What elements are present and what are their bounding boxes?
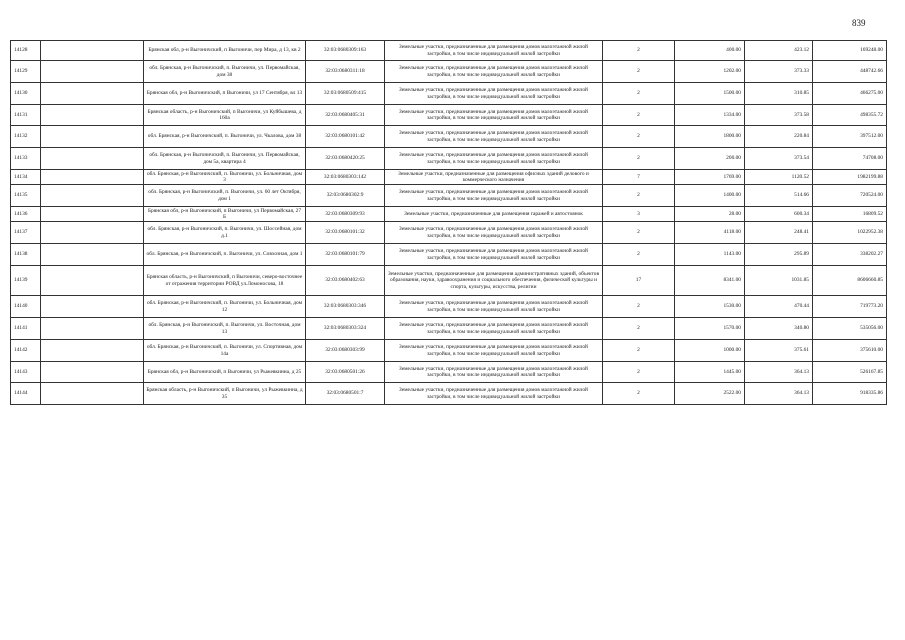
table-row: [11, 148, 887, 170]
cadastral-number-cell: 32:03:0680402:63: [306, 266, 385, 296]
registry-body: [11, 41, 887, 405]
group-code-cell: 3: [603, 207, 675, 222]
cadastral-value-cell: 16809.52: [813, 207, 887, 222]
address-cell: Брянская обл, р-н Выгоничский, п Выгоничи, ул 17 Сентября, вл 13: [144, 83, 306, 105]
cadastral-value-cell: 918335.86: [813, 383, 887, 405]
specific-value-cell: 373.54: [745, 148, 813, 170]
land-use-purpose-cell: Земельные участки, предназначенные для размещения офисных зданий делового и коммерческого назначения: [385, 170, 603, 185]
cadastral-value-cell: 720524.00: [813, 185, 887, 207]
address-cell: обл. Брянская, р-н Выгоничский, п. Выгоничи, ул. Больничная, дом 3: [144, 170, 306, 185]
land-use-purpose-cell: Земельные участки, предназначенные для размещения домов малоэтажной жилой застройки, в том числе индивидуальной жилой застройки: [385, 83, 603, 105]
blank-cell: [41, 170, 144, 185]
row-number-cell: 14128: [11, 41, 41, 61]
land-use-purpose-cell: Земельные участки, предназначенные для размещения домов малоэтажной жилой застройки, в том числе индивидуальной жилой застройки: [385, 362, 603, 383]
area-cell: 1530.00: [675, 296, 745, 318]
specific-value-cell: 364.13: [745, 362, 813, 383]
row-number-cell: 14142: [11, 340, 41, 362]
blank-cell: [41, 185, 144, 207]
specific-value-cell: 220.84: [745, 126, 813, 148]
table-row: [11, 244, 887, 266]
land-use-purpose-cell: Земельные участки, предназначенные для размещения домов малоэтажной жилой застройки, в том числе индивидуальной жилой застройки: [385, 244, 603, 266]
specific-value-cell: 295.89: [745, 244, 813, 266]
cadastral-value-cell: 8606660.85: [813, 266, 887, 296]
cadastral-value-cell: 397512.00: [813, 126, 887, 148]
row-number-cell: 14137: [11, 222, 41, 244]
land-use-purpose-cell: Земельные участки, предназначенные для размещения административных зданий, объектов образования, науки, здравоохранения и социального обеспечения, физической культуры и спорта, культуры, искусства, религии: [385, 266, 603, 296]
land-use-purpose-cell: Земельные участки, предназначенные для размещения домов малоэтажной жилой застройки, в том числе индивидуальной жилой застройки: [385, 126, 603, 148]
table-row: [11, 83, 887, 105]
area-cell: 2522.00: [675, 383, 745, 405]
table-row: [11, 126, 887, 148]
cadastral-number-cell: 32:03:0680309:93: [306, 207, 385, 222]
blank-cell: [41, 41, 144, 61]
cadastral-value-cell: 338202.27: [813, 244, 887, 266]
cadastral-value-cell: 169248.00: [813, 41, 887, 61]
cadastral-number-cell: 32:03:0680405:31: [306, 105, 385, 126]
cadastral-value-cell: 535056.00: [813, 318, 887, 340]
cadastral-number-cell: 32:03:0680101:32: [306, 222, 385, 244]
area-cell: 28.00: [675, 207, 745, 222]
address-cell: Брянская область, р-н Выгоничский, п Выгоничи, северо-восточнее от отражения территории РОВД ул.Ломоносова, 18: [144, 266, 306, 296]
blank-cell: [41, 83, 144, 105]
specific-value-cell: 373.58: [745, 105, 813, 126]
table-row: [11, 340, 887, 362]
table-row: [11, 170, 887, 185]
address-cell: Брянская область, р-н Выгоничский, п Выгоничи, ул Рыжевкинна, д 35: [144, 383, 306, 405]
specific-value-cell: 470.44: [745, 296, 813, 318]
group-code-cell: 2: [603, 185, 675, 207]
land-use-purpose-cell: Земельные участки, предназначенные для размещения домов малоэтажной жилой застройки, в том числе индивидуальной жилой застройки: [385, 318, 603, 340]
area-cell: 1202.00: [675, 61, 745, 83]
cadastral-value-cell: 375610.00: [813, 340, 887, 362]
blank-cell: [41, 244, 144, 266]
row-number-cell: 14131: [11, 105, 41, 126]
group-code-cell: 2: [603, 126, 675, 148]
group-code-cell: 2: [603, 383, 675, 405]
land-use-purpose-cell: Земельные участки, предназначенные для размещения домов малоэтажной жилой застройки, в том числе индивидуальной жилой застройки: [385, 148, 603, 170]
address-cell: обл. Брянская, р-н Выгоничский, п. Выгоничи, ул. Первомайская, дом 5а, квартира 4: [144, 148, 306, 170]
row-number-cell: 14143: [11, 362, 41, 383]
area-cell: 4118.00: [675, 222, 745, 244]
row-number-cell: 14140: [11, 296, 41, 318]
specific-value-cell: 514.66: [745, 185, 813, 207]
cadastral-number-cell: 32:03:0680303:99: [306, 340, 385, 362]
row-number-cell: 14130: [11, 83, 41, 105]
address-cell: обл. Брянская, р-н Выгоничский, п. Выгоничи, ул. Спортивная, дом 14а: [144, 340, 306, 362]
table-row: [11, 207, 887, 222]
group-code-cell: 2: [603, 222, 675, 244]
row-number-cell: 14133: [11, 148, 41, 170]
cadastral-value-cell: 498355.72: [813, 105, 887, 126]
table-row: [11, 383, 887, 405]
row-number-cell: 14132: [11, 126, 41, 148]
cadastral-number-cell: 32:03:0680303:346: [306, 296, 385, 318]
specific-value-cell: 600.34: [745, 207, 813, 222]
row-number-cell: 14138: [11, 244, 41, 266]
cadastral-value-cell: 74708.00: [813, 148, 887, 170]
address-cell: обл. Брянская, р-н Выгоничский, п. Выгоничи, ул. Шоссейная, дом д.1: [144, 222, 306, 244]
cadastral-number-cell: 32:03:0680302:9: [306, 185, 385, 207]
cadastral-value-cell: 466275.00: [813, 83, 887, 105]
cadastral-number-cell: 32:03:0680101:42: [306, 126, 385, 148]
area-cell: 1334.00: [675, 105, 745, 126]
area-cell: 1143.00: [675, 244, 745, 266]
cadastral-number-cell: 32:03:0680501:26: [306, 362, 385, 383]
table-row: [11, 41, 887, 61]
address-cell: Брянская область, р-н Выгоничский, п Выгоничи, ул Куйбышева, д 160а: [144, 105, 306, 126]
specific-value-cell: 1120.52: [745, 170, 813, 185]
area-cell: 1000.00: [675, 340, 745, 362]
land-use-purpose-cell: Земельные участки, предназначенные для размещения домов малоэтажной жилой застройки, в том числе индивидуальной жилой застройки: [385, 105, 603, 126]
group-code-cell: 2: [603, 318, 675, 340]
land-use-purpose-cell: Земельные участки, предназначенные для размещения домов малоэтажной жилой застройки, в том числе индивидуальной жилой застройки: [385, 61, 603, 83]
land-use-purpose-cell: Земельные участки, предназначенные для размещения домов малоэтажной жилой застройки, в том числе индивидуальной жилой застройки: [385, 340, 603, 362]
area-cell: 1400.00: [675, 185, 745, 207]
blank-cell: [41, 61, 144, 83]
specific-value-cell: 310.85: [745, 83, 813, 105]
cadastral-number-cell: 32:03:0680303:142: [306, 170, 385, 185]
table-row: [11, 105, 887, 126]
group-code-cell: 2: [603, 41, 675, 61]
land-use-purpose-cell: Земельные участки, предназначенные для размещения гаражей и автостоянок: [385, 207, 603, 222]
table-row: [11, 266, 887, 296]
land-use-purpose-cell: Земельные участки, предназначенные для размещения домов малоэтажной жилой застройки, в том числе индивидуальной жилой застройки: [385, 296, 603, 318]
blank-cell: [41, 207, 144, 222]
cadastral-registry-table: [10, 40, 887, 405]
blank-cell: [41, 318, 144, 340]
group-code-cell: 2: [603, 105, 675, 126]
blank-cell: [41, 296, 144, 318]
blank-cell: [41, 362, 144, 383]
land-use-purpose-cell: Земельные участки, предназначенные для размещения домов малоэтажной жилой застройки, в том числе индивидуальной жилой застройки: [385, 185, 603, 207]
area-cell: 1500.00: [675, 83, 745, 105]
group-code-cell: 2: [603, 296, 675, 318]
group-code-cell: 2: [603, 61, 675, 83]
specific-value-cell: 423.12: [745, 41, 813, 61]
table-row: [11, 185, 887, 207]
specific-value-cell: 1031.85: [745, 266, 813, 296]
table-row: [11, 318, 887, 340]
cadastral-value-cell: 1022952.38: [813, 222, 887, 244]
specific-value-cell: 340.80: [745, 318, 813, 340]
group-code-cell: 17: [603, 266, 675, 296]
blank-cell: [41, 340, 144, 362]
area-cell: 1445.00: [675, 362, 745, 383]
table-row: [11, 222, 887, 244]
group-code-cell: 2: [603, 244, 675, 266]
cadastral-number-cell: 32:03:0680311:18: [306, 61, 385, 83]
cadastral-value-cell: 448742.66: [813, 61, 887, 83]
group-code-cell: 2: [603, 148, 675, 170]
address-cell: Брянская обл, р-н Выгоничский, п Выгоничи, пер Мира, д 13, кв 2: [144, 41, 306, 61]
address-cell: обл. Брянская, р-н Выгоничский, п. Выгоничи, ул. Восточная, дом 13: [144, 318, 306, 340]
cadastral-number-cell: 32:03:0680101:79: [306, 244, 385, 266]
specific-value-cell: 248.41: [745, 222, 813, 244]
cadastral-number-cell: 32:03:0680509:415: [306, 83, 385, 105]
row-number-cell: 14136: [11, 207, 41, 222]
area-cell: 1769.00: [675, 170, 745, 185]
cadastral-number-cell: 32:03:0680501:7: [306, 383, 385, 405]
land-use-purpose-cell: Земельные участки, предназначенные для размещения домов малоэтажной жилой застройки, в том числе индивидуальной жилой застройки: [385, 222, 603, 244]
specific-value-cell: 373.33: [745, 61, 813, 83]
blank-cell: [41, 266, 144, 296]
row-number-cell: 14144: [11, 383, 41, 405]
cadastral-number-cell: 32:03:0680309:163: [306, 41, 385, 61]
row-number-cell: 14141: [11, 318, 41, 340]
address-cell: обл. Брянская, р-н Выгоничский, п. Выгоничи, ул. Чкалова, дом 38: [144, 126, 306, 148]
blank-cell: [41, 148, 144, 170]
address-cell: обл. Брянская, р-н Выгоничский, п. Выгоничи, ул. Больничная, дом 12: [144, 296, 306, 318]
address-cell: обл. Брянская, р-н Выгоничский, п. Выгоничи, ул. Совхозная, дом 1: [144, 244, 306, 266]
blank-cell: [41, 105, 144, 126]
address-cell: Брянская обл, р-н Выгоничский, п Выгоничи, ул Первомайская, 27 Б: [144, 207, 306, 222]
page-number: 839: [852, 18, 866, 28]
land-use-purpose-cell: Земельные участки, предназначенные для размещения домов малоэтажной жилой застройки, в том числе индивидуальной жилой застройки: [385, 41, 603, 61]
table-row: [11, 296, 887, 318]
table-row: [11, 362, 887, 383]
area-cell: 400.00: [675, 41, 745, 61]
blank-cell: [41, 383, 144, 405]
table-row: [11, 61, 887, 83]
row-number-cell: 14134: [11, 170, 41, 185]
area-cell: 1800.00: [675, 126, 745, 148]
cadastral-number-cell: 32:03:0680420:25: [306, 148, 385, 170]
area-cell: 1570.00: [675, 318, 745, 340]
area-cell: 8341.00: [675, 266, 745, 296]
blank-cell: [41, 222, 144, 244]
address-cell: обл. Брянская, р-н Выгоничский, п. Выгоничи, ул. Первомайская, дом 38: [144, 61, 306, 83]
cadastral-value-cell: 719773.20: [813, 296, 887, 318]
group-code-cell: 2: [603, 83, 675, 105]
row-number-cell: 14139: [11, 266, 41, 296]
blank-cell: [41, 126, 144, 148]
cadastral-value-cell: 526167.85: [813, 362, 887, 383]
specific-value-cell: 364.13: [745, 383, 813, 405]
specific-value-cell: 375.61: [745, 340, 813, 362]
address-cell: обл. Брянская, р-н Выгоничский, п. Выгоничи, ул. 60 лет Октября, дом 1: [144, 185, 306, 207]
land-use-purpose-cell: Земельные участки, предназначенные для размещения домов малоэтажной жилой застройки, в том числе индивидуальной жилой застройки: [385, 383, 603, 405]
row-number-cell: 14129: [11, 61, 41, 83]
group-code-cell: 2: [603, 340, 675, 362]
address-cell: Брянская обл, р-н Выгоничский, п Выгоничи, ул Рыжевкинна, д 25: [144, 362, 306, 383]
area-cell: 200.00: [675, 148, 745, 170]
group-code-cell: 7: [603, 170, 675, 185]
cadastral-number-cell: 32:03:0680303:324: [306, 318, 385, 340]
group-code-cell: 2: [603, 362, 675, 383]
cadastral-value-cell: 1982199.88: [813, 170, 887, 185]
row-number-cell: 14135: [11, 185, 41, 207]
